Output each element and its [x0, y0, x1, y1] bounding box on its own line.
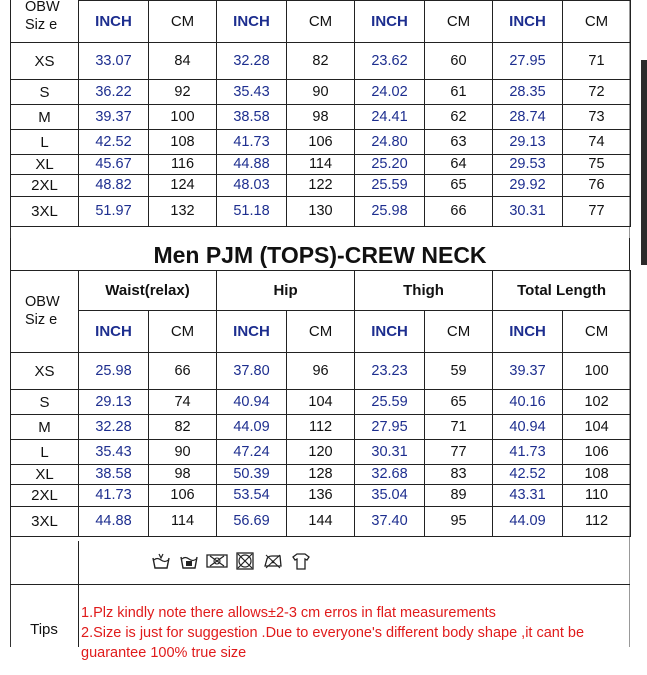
size-row: [11, 440, 631, 465]
obw-size-header: [11, 0, 79, 43]
size-row: [11, 465, 631, 485]
cm-value-cell: 90: [287, 80, 355, 105]
no-dry-clean-icon: [234, 551, 256, 575]
obw-label: OBW: [25, 0, 60, 16]
inch-value-cell: 40.94: [493, 415, 563, 440]
cm-value-cell: 108: [563, 465, 631, 485]
cm-value-cell: 63: [425, 130, 493, 155]
inch-value-cell: 25.98: [79, 353, 149, 390]
inch-value-cell: 51.18: [217, 197, 287, 227]
inch-value-cell: 44.88: [79, 507, 149, 537]
size-cell: XL: [11, 155, 79, 175]
cm-value-cell: 84: [149, 43, 217, 80]
cm-value-cell: 98: [149, 465, 217, 485]
inch-value-cell: 42.52: [79, 130, 149, 155]
inch-value-cell: 29.13: [79, 390, 149, 415]
size-cell: 2XL: [11, 485, 79, 507]
cm-value-cell: 82: [287, 43, 355, 80]
unit-cm: CM: [149, 311, 217, 353]
background-photo-edge: [641, 60, 647, 265]
cm-value-cell: 100: [149, 105, 217, 130]
obw-size-header: [11, 271, 79, 353]
cm-value-cell: 62: [425, 105, 493, 130]
cm-value-cell: 128: [287, 465, 355, 485]
unit-inch: INCH: [217, 1, 287, 43]
cm-value-cell: 106: [287, 130, 355, 155]
size-row: [11, 485, 631, 507]
hand-wash-icon: [150, 551, 172, 575]
group-thigh: Thigh: [355, 271, 493, 311]
inch-value-cell: 23.23: [355, 353, 425, 390]
cm-value-cell: 98: [287, 105, 355, 130]
size-cell: S: [11, 80, 79, 105]
size-cell: XS: [11, 353, 79, 390]
tip-line: 1.Plz kindly note there allows±2-3 cm erros in flat measurements: [81, 605, 496, 621]
cm-value-cell: 72: [563, 80, 631, 105]
size-cell: L: [11, 130, 79, 155]
section-title: Men PJM (TOPS)-CREW NECK: [10, 238, 630, 270]
unit-header-row: [11, 311, 631, 353]
size-table-crew-neck: [10, 270, 631, 537]
inch-value-cell: 24.02: [355, 80, 425, 105]
cm-value-cell: 90: [149, 440, 217, 465]
inch-value-cell: 36.22: [79, 80, 149, 105]
cm-value-cell: 92: [149, 80, 217, 105]
cm-value-cell: 116: [149, 155, 217, 175]
inch-value-cell: 35.04: [355, 485, 425, 507]
inch-value-cell: 24.80: [355, 130, 425, 155]
cm-value-cell: 66: [149, 353, 217, 390]
hang-dry-icon: [290, 551, 312, 575]
size-row: [11, 43, 631, 80]
unit-cm: CM: [287, 1, 355, 43]
inch-value-cell: 24.41: [355, 105, 425, 130]
size-row: [11, 415, 631, 440]
unit-inch: INCH: [79, 311, 149, 353]
size-cell: S: [11, 390, 79, 415]
cm-value-cell: 130: [287, 197, 355, 227]
unit-inch: INCH: [79, 1, 149, 43]
cm-value-cell: 100: [563, 353, 631, 390]
tip-line: 2.Size is just for suggestion .Due to everyone's different body shape ,it cant be: [81, 625, 585, 641]
inch-value-cell: 23.62: [355, 43, 425, 80]
size-row: [11, 130, 631, 155]
group-waist: Waist(relax): [79, 271, 217, 311]
inch-value-cell: 44.09: [493, 507, 563, 537]
inch-value-cell: 44.09: [217, 415, 287, 440]
tips-label: Tips: [10, 585, 79, 647]
unit-inch: INCH: [217, 311, 287, 353]
cm-value-cell: 108: [149, 130, 217, 155]
inch-value-cell: 35.43: [217, 80, 287, 105]
inch-value-cell: 29.13: [493, 130, 563, 155]
size-cell: L: [11, 440, 79, 465]
inch-value-cell: 27.95: [355, 415, 425, 440]
inch-value-cell: 27.95: [493, 43, 563, 80]
size-row: [11, 507, 631, 537]
cm-value-cell: 102: [563, 390, 631, 415]
unit-cm: CM: [287, 311, 355, 353]
cm-value-cell: 73: [563, 105, 631, 130]
cm-value-cell: 65: [425, 390, 493, 415]
group-total-length: Total Length: [493, 271, 631, 311]
tips-text: [81, 603, 629, 663]
inch-value-cell: 29.53: [493, 155, 563, 175]
unit-cm: CM: [149, 1, 217, 43]
cm-value-cell: 124: [149, 175, 217, 197]
bleach-icon: [178, 551, 200, 575]
tips-row: [10, 585, 630, 661]
inch-value-cell: 25.59: [355, 390, 425, 415]
inch-value-cell: 41.73: [217, 130, 287, 155]
cm-value-cell: 95: [425, 507, 493, 537]
inch-value-cell: 32.68: [355, 465, 425, 485]
no-tumble-dry-icon: [206, 551, 228, 575]
group-header-row: [11, 271, 631, 311]
unit-inch: INCH: [493, 311, 563, 353]
cm-value-cell: 66: [425, 197, 493, 227]
tip-line: guarantee 100% true size: [81, 645, 247, 661]
inch-value-cell: 37.80: [217, 353, 287, 390]
cm-value-cell: 114: [287, 155, 355, 175]
cm-value-cell: 61: [425, 80, 493, 105]
inch-value-cell: 39.37: [79, 105, 149, 130]
cm-value-cell: 110: [563, 485, 631, 507]
size-cell: 2XL: [11, 175, 79, 197]
size-row: [11, 80, 631, 105]
inch-value-cell: 48.82: [79, 175, 149, 197]
inch-value-cell: 48.03: [217, 175, 287, 197]
unit-cm: CM: [425, 1, 493, 43]
cm-value-cell: 71: [563, 43, 631, 80]
care-icons: [150, 551, 312, 575]
cm-value-cell: 114: [149, 507, 217, 537]
cm-value-cell: 132: [149, 197, 217, 227]
cm-value-cell: 96: [287, 353, 355, 390]
size-cell: XS: [11, 43, 79, 80]
cm-value-cell: 106: [149, 485, 217, 507]
inch-value-cell: 51.97: [79, 197, 149, 227]
unit-cm: CM: [563, 1, 631, 43]
cm-value-cell: 82: [149, 415, 217, 440]
size-cell: 3XL: [11, 507, 79, 537]
cm-value-cell: 59: [425, 353, 493, 390]
size-row: [11, 175, 631, 197]
inch-value-cell: 41.73: [79, 485, 149, 507]
cm-value-cell: 75: [563, 155, 631, 175]
iron-icon: [262, 551, 284, 575]
inch-value-cell: 47.24: [217, 440, 287, 465]
inch-value-cell: 42.52: [493, 465, 563, 485]
cm-value-cell: 120: [287, 440, 355, 465]
inch-value-cell: 56.69: [217, 507, 287, 537]
inch-value-cell: 38.58: [217, 105, 287, 130]
cm-value-cell: 74: [563, 130, 631, 155]
size-label: Siz e: [25, 311, 58, 328]
care-label-cell: [10, 541, 79, 585]
inch-value-cell: 38.58: [79, 465, 149, 485]
size-cell: XL: [11, 465, 79, 485]
inch-value-cell: 43.31: [493, 485, 563, 507]
cm-value-cell: 74: [149, 390, 217, 415]
size-row: [11, 155, 631, 175]
inch-value-cell: 35.43: [79, 440, 149, 465]
cm-value-cell: 89: [425, 485, 493, 507]
cm-value-cell: 83: [425, 465, 493, 485]
unit-cm: CM: [563, 311, 631, 353]
obw-label: OBW: [25, 294, 60, 311]
cm-value-cell: 76: [563, 175, 631, 197]
inch-value-cell: 53.54: [217, 485, 287, 507]
inch-value-cell: 33.07: [79, 43, 149, 80]
unit-header-row: [11, 1, 631, 43]
inch-value-cell: 32.28: [79, 415, 149, 440]
cm-value-cell: 136: [287, 485, 355, 507]
size-row: [11, 105, 631, 130]
cm-value-cell: 104: [563, 415, 631, 440]
size-row: [11, 390, 631, 415]
cm-value-cell: 77: [425, 440, 493, 465]
cm-value-cell: 122: [287, 175, 355, 197]
size-cell: M: [11, 105, 79, 130]
inch-value-cell: 25.20: [355, 155, 425, 175]
inch-value-cell: 44.88: [217, 155, 287, 175]
inch-value-cell: 29.92: [493, 175, 563, 197]
size-cell: M: [11, 415, 79, 440]
inch-value-cell: 28.35: [493, 80, 563, 105]
unit-inch: INCH: [355, 311, 425, 353]
inch-value-cell: 45.67: [79, 155, 149, 175]
inch-value-cell: 25.59: [355, 175, 425, 197]
cm-value-cell: 106: [563, 440, 631, 465]
inch-value-cell: 30.31: [493, 197, 563, 227]
cm-value-cell: 112: [563, 507, 631, 537]
size-cell: 3XL: [11, 197, 79, 227]
size-label: Siz e: [25, 16, 58, 33]
cm-value-cell: 71: [425, 415, 493, 440]
unit-cm: CM: [425, 311, 493, 353]
unit-inch: INCH: [493, 1, 563, 43]
inch-value-cell: 41.73: [493, 440, 563, 465]
cm-value-cell: 65: [425, 175, 493, 197]
inch-value-cell: 32.28: [217, 43, 287, 80]
inch-value-cell: 25.98: [355, 197, 425, 227]
inch-value-cell: 40.16: [493, 390, 563, 415]
inch-value-cell: 37.40: [355, 507, 425, 537]
size-row: [11, 353, 631, 390]
cm-value-cell: 60: [425, 43, 493, 80]
cm-value-cell: 144: [287, 507, 355, 537]
group-hip: Hip: [217, 271, 355, 311]
inch-value-cell: 30.31: [355, 440, 425, 465]
cm-value-cell: 104: [287, 390, 355, 415]
cm-value-cell: 77: [563, 197, 631, 227]
care-symbols-row: [10, 541, 630, 585]
unit-inch: INCH: [355, 1, 425, 43]
size-table-upper: [10, 0, 631, 227]
inch-value-cell: 28.74: [493, 105, 563, 130]
inch-value-cell: 40.94: [217, 390, 287, 415]
inch-value-cell: 50.39: [217, 465, 287, 485]
size-row: [11, 197, 631, 227]
cm-value-cell: 112: [287, 415, 355, 440]
inch-value-cell: 39.37: [493, 353, 563, 390]
cm-value-cell: 64: [425, 155, 493, 175]
